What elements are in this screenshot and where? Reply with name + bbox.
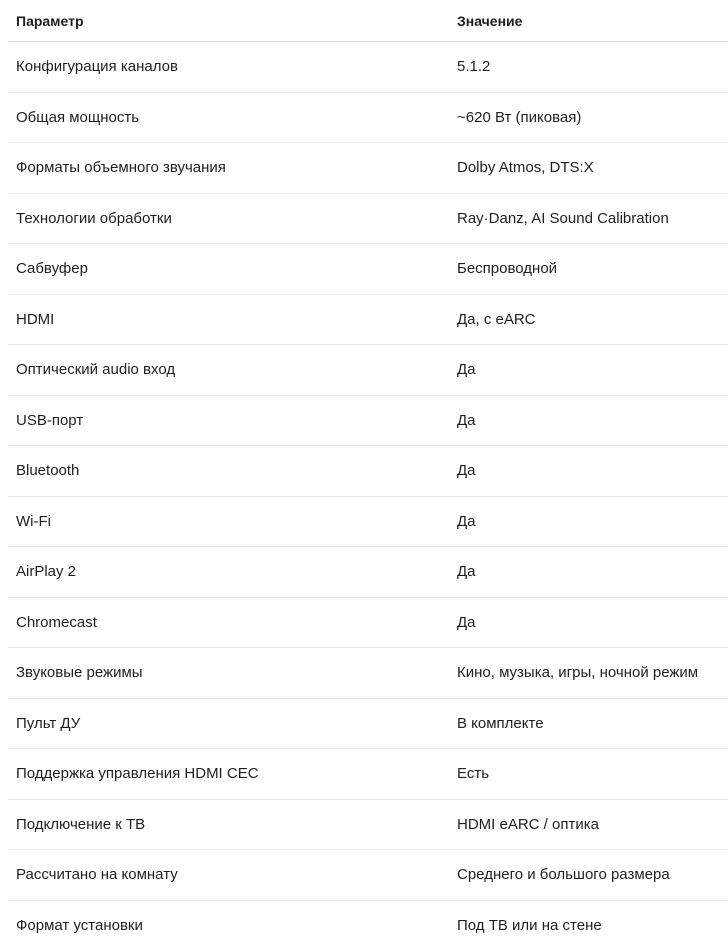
table-row [8,799,728,850]
value-cell: Да [449,496,728,547]
column-header-value: Значение [449,0,728,42]
column-header-param: Параметр [8,0,449,42]
param-cell: Поддержка управления HDMI CEC [8,749,449,800]
table-row [8,496,728,547]
table-row [8,648,728,699]
value-cell: Dolby Atmos, DTS:X [449,143,728,194]
header-row [8,0,728,42]
table-row [8,92,728,143]
param-cell: Wi-Fi [8,496,449,547]
param-cell: Bluetooth [8,446,449,497]
param-cell: Оптический audio вход [8,345,449,396]
param-cell: Конфигурация каналов [8,42,449,93]
param-cell: Подключение к ТВ [8,799,449,850]
value-cell: ~620 Вт (пиковая) [449,92,728,143]
param-cell: Chromecast [8,597,449,648]
table-row [8,345,728,396]
spec-table [8,0,728,950]
param-cell: USB-порт [8,395,449,446]
value-cell: В комплекте [449,698,728,749]
table-row [8,597,728,648]
table-row [8,193,728,244]
param-cell: Технологии обработки [8,193,449,244]
table-header [8,0,728,42]
table-row [8,143,728,194]
value-cell: Есть [449,749,728,800]
value-cell: Да [449,395,728,446]
param-cell: Формат установки [8,900,449,950]
table-row [8,850,728,901]
value-cell: Беспроводной [449,244,728,295]
param-cell: Общая мощность [8,92,449,143]
table-row [8,698,728,749]
value-cell: Среднего и большого размера [449,850,728,901]
table-row [8,244,728,295]
table-row [8,547,728,598]
value-cell: HDMI eARC / оптика [449,799,728,850]
value-cell: Ray·Danz, AI Sound Calibration [449,193,728,244]
table-row [8,900,728,950]
param-cell: Рассчитано на комнату [8,850,449,901]
table-body [8,42,728,950]
value-cell: Да [449,345,728,396]
value-cell: Да [449,547,728,598]
param-cell: Звуковые режимы [8,648,449,699]
param-cell: Сабвуфер [8,244,449,295]
table-row [8,294,728,345]
table-row [8,446,728,497]
value-cell: Под ТВ или на стене [449,900,728,950]
value-cell: Да [449,597,728,648]
param-cell: Пульт ДУ [8,698,449,749]
param-cell: AirPlay 2 [8,547,449,598]
value-cell: Кино, музыка, игры, ночной режим [449,648,728,699]
param-cell: HDMI [8,294,449,345]
table-row [8,395,728,446]
table-row [8,749,728,800]
value-cell: Да, с eARC [449,294,728,345]
param-cell: Форматы объемного звучания [8,143,449,194]
value-cell: 5.1.2 [449,42,728,93]
table-row [8,42,728,93]
value-cell: Да [449,446,728,497]
